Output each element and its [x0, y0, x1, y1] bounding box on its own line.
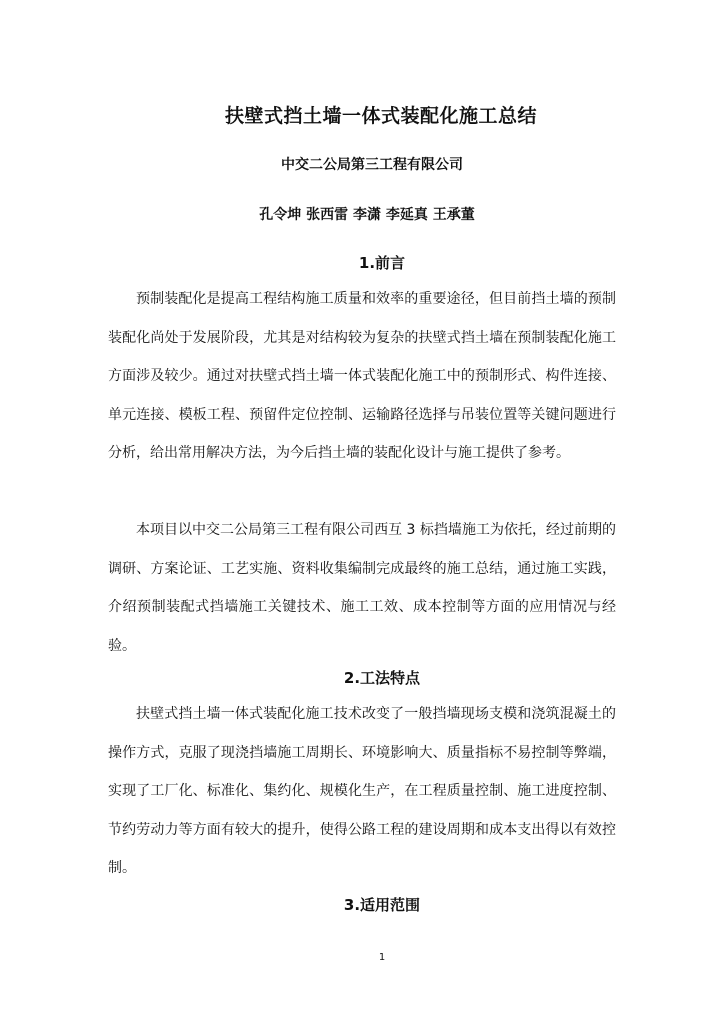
section-heading-scope: 3.适用范围 [343, 896, 421, 914]
paragraph-features-1: 扶壁式挡土墙一体式装配化施工技术改变了一般挡墙现场支模和浇筑混凝土的操作方式，克服了现浇挡墙施工周期长、环境影响大、质量指标不易控制等弊端，实现了工厂化、标准化、集约化、规模化生产，在工程质量控制、施工进度控制、节约劳动力等方面有较大的提升，使得公路工程的建设周期和成本支出得以有效控制。 [108, 706, 616, 876]
paragraph-preface-1: 预制装配化是提高工程结构施工质量和效率的重要途径，但目前挡土墙的预制装配化尚处于发展阶段，尤其是对结构较为复杂的扶壁式挡土墙在预制装配化施工方面涉及较少。通过对扶壁式挡土墙一体式装配化施工中的预制形式、构件连接、单元连接、模板工程、预留件定位控制、运输路径选择与吊装位置等关键问题进行分析，给出常用解决方法，为今后挡土墙的装配化设计与施工提供了参考。 [108, 291, 616, 461]
paragraph-preface-2: 本项目以中交二公局第三工程有限公司西互 3 标挡墙施工为依托，经过前期的调研、方案论证、工艺实施、资料收集编制完成最终的施工总结，通过施工实践，介绍预制装配式挡墙施工关键技术、施工工效、成本控制等方面的应用情况与经验。 [108, 522, 616, 654]
section-heading-features: 2.工法特点 [343, 669, 421, 687]
author-list: 孔令坤 张西雷 李潇 李延真 王承董 [259, 207, 475, 223]
document-title: 扶壁式挡土墙一体式装配化施工总结 [224, 105, 537, 127]
section-heading-preface: 1.前言 [358, 254, 406, 272]
page-number: 1 [378, 952, 386, 963]
organization-name: 中交二公局第三工程有限公司 [281, 157, 463, 173]
